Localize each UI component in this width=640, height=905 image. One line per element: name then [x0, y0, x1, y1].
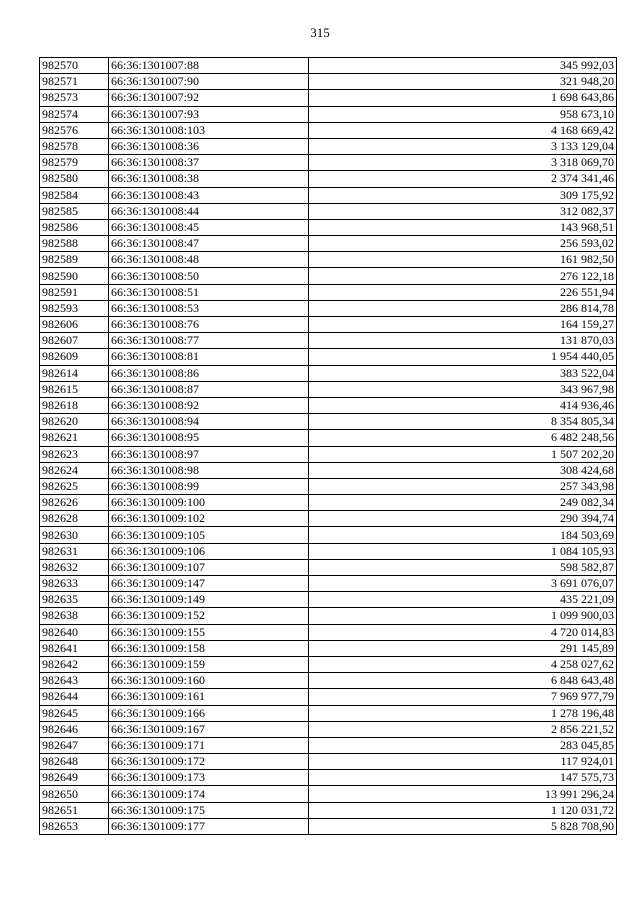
table-row [40, 770, 617, 786]
row-number-cell: 982653 [40, 818, 109, 834]
table-row [40, 478, 617, 494]
value-cell: 1 698 643,86 [309, 90, 617, 106]
row-number-cell: 982606 [40, 317, 109, 333]
row-number-cell: 982649 [40, 770, 109, 786]
table-row [40, 381, 617, 397]
table-row [40, 495, 617, 511]
table-row [40, 74, 617, 90]
table-row [40, 268, 617, 284]
cadastral-number-cell: 66:36:1301008:45 [109, 219, 309, 235]
row-number-cell: 982578 [40, 138, 109, 154]
value-cell: 4 258 027,62 [309, 656, 617, 672]
value-cell: 3 691 076,07 [309, 576, 617, 592]
value-cell: 2 374 341,46 [309, 171, 617, 187]
value-cell: 345 992,03 [309, 58, 617, 74]
value-cell: 286 814,78 [309, 300, 617, 316]
value-cell: 257 343,98 [309, 478, 617, 494]
value-cell: 598 582,87 [309, 559, 617, 575]
value-cell: 256 593,02 [309, 236, 617, 252]
cadastral-number-cell: 66:36:1301009:147 [109, 576, 309, 592]
row-number-cell: 982607 [40, 333, 109, 349]
table-row [40, 349, 617, 365]
cadastral-number-cell: 66:36:1301007:92 [109, 90, 309, 106]
table-row [40, 236, 617, 252]
row-number-cell: 982579 [40, 155, 109, 171]
value-cell: 291 145,89 [309, 640, 617, 656]
value-cell: 143 968,51 [309, 219, 617, 235]
value-cell: 164 159,27 [309, 317, 617, 333]
table-row [40, 333, 617, 349]
cadastral-number-cell: 66:36:1301008:94 [109, 414, 309, 430]
table-row [40, 592, 617, 608]
value-cell: 161 982,50 [309, 252, 617, 268]
table-row [40, 300, 617, 316]
cadastral-number-cell: 66:36:1301009:152 [109, 608, 309, 624]
cadastral-number-cell: 66:36:1301009:177 [109, 818, 309, 834]
value-cell: 958 673,10 [309, 106, 617, 122]
row-number-cell: 982647 [40, 737, 109, 753]
table-row [40, 511, 617, 527]
value-cell: 343 967,98 [309, 381, 617, 397]
value-cell: 117 924,01 [309, 754, 617, 770]
table-row [40, 737, 617, 753]
table-row [40, 252, 617, 268]
table-row [40, 171, 617, 187]
row-number-cell: 982633 [40, 576, 109, 592]
table-row [40, 187, 617, 203]
table-row [40, 786, 617, 802]
cadastral-number-cell: 66:36:1301008:98 [109, 462, 309, 478]
value-cell: 283 045,85 [309, 737, 617, 753]
cadastral-number-cell: 66:36:1301008:50 [109, 268, 309, 284]
table-row [40, 527, 617, 543]
cadastral-number-cell: 66:36:1301008:87 [109, 381, 309, 397]
table-row [40, 365, 617, 381]
value-cell: 3 318 069,70 [309, 155, 617, 171]
table-row [40, 430, 617, 446]
cadastral-number-cell: 66:36:1301008:81 [109, 349, 309, 365]
row-number-cell: 982630 [40, 527, 109, 543]
value-cell: 6 848 643,48 [309, 673, 617, 689]
value-cell: 7 969 977,79 [309, 689, 617, 705]
table-row [40, 673, 617, 689]
value-cell: 321 948,20 [309, 74, 617, 90]
cadastral-number-cell: 66:36:1301008:95 [109, 430, 309, 446]
cadastral-number-cell: 66:36:1301008:38 [109, 171, 309, 187]
cadastral-number-cell: 66:36:1301008:99 [109, 478, 309, 494]
value-cell: 4 720 014,83 [309, 624, 617, 640]
cadastral-number-cell: 66:36:1301007:93 [109, 106, 309, 122]
cadastral-number-cell: 66:36:1301009:161 [109, 689, 309, 705]
row-number-cell: 982624 [40, 462, 109, 478]
value-cell: 249 082,34 [309, 495, 617, 511]
cadastral-number-cell: 66:36:1301009:159 [109, 656, 309, 672]
row-number-cell: 982638 [40, 608, 109, 624]
value-cell: 309 175,92 [309, 187, 617, 203]
table-row [40, 689, 617, 705]
table-row [40, 818, 617, 834]
cadastral-number-cell: 66:36:1301009:174 [109, 786, 309, 802]
registry-table-body [40, 58, 617, 835]
table-row [40, 462, 617, 478]
cadastral-number-cell: 66:36:1301009:167 [109, 721, 309, 737]
row-number-cell: 982644 [40, 689, 109, 705]
cadastral-number-cell: 66:36:1301008:51 [109, 284, 309, 300]
row-number-cell: 982614 [40, 365, 109, 381]
cadastral-number-cell: 66:36:1301008:47 [109, 236, 309, 252]
row-number-cell: 982646 [40, 721, 109, 737]
cadastral-number-cell: 66:36:1301009:171 [109, 737, 309, 753]
row-number-cell: 982628 [40, 511, 109, 527]
cadastral-number-cell: 66:36:1301008:103 [109, 122, 309, 138]
value-cell: 383 522,04 [309, 365, 617, 381]
table-row [40, 656, 617, 672]
cadastral-number-cell: 66:36:1301009:107 [109, 559, 309, 575]
table-row [40, 624, 617, 640]
row-number-cell: 982640 [40, 624, 109, 640]
table-row [40, 576, 617, 592]
row-number-cell: 982650 [40, 786, 109, 802]
table-row [40, 155, 617, 171]
row-number-cell: 982589 [40, 252, 109, 268]
value-cell: 312 082,37 [309, 203, 617, 219]
value-cell: 290 394,74 [309, 511, 617, 527]
value-cell: 184 503,69 [309, 527, 617, 543]
value-cell: 226 551,94 [309, 284, 617, 300]
value-cell: 1 099 900,03 [309, 608, 617, 624]
value-cell: 414 936,46 [309, 397, 617, 413]
row-number-cell: 982645 [40, 705, 109, 721]
row-number-cell: 982571 [40, 74, 109, 90]
cadastral-number-cell: 66:36:1301008:36 [109, 138, 309, 154]
value-cell: 1 507 202,20 [309, 446, 617, 462]
table-row [40, 138, 617, 154]
cadastral-number-cell: 66:36:1301009:158 [109, 640, 309, 656]
table-row [40, 58, 617, 74]
value-cell: 147 575,73 [309, 770, 617, 786]
table-row [40, 284, 617, 300]
row-number-cell: 982643 [40, 673, 109, 689]
page-number: 315 [310, 25, 330, 40]
value-cell: 6 482 248,56 [309, 430, 617, 446]
table-row [40, 640, 617, 656]
row-number-cell: 982576 [40, 122, 109, 138]
row-number-cell: 982584 [40, 187, 109, 203]
row-number-cell: 982573 [40, 90, 109, 106]
value-cell: 4 168 669,42 [309, 122, 617, 138]
table-row [40, 559, 617, 575]
value-cell: 308 424,68 [309, 462, 617, 478]
table-row [40, 802, 617, 818]
table-row [40, 203, 617, 219]
row-number-cell: 982648 [40, 754, 109, 770]
table-row [40, 397, 617, 413]
cadastral-number-cell: 66:36:1301009:155 [109, 624, 309, 640]
value-cell: 8 354 805,34 [309, 414, 617, 430]
row-number-cell: 982580 [40, 171, 109, 187]
table-row [40, 317, 617, 333]
table-row [40, 608, 617, 624]
row-number-cell: 982593 [40, 300, 109, 316]
value-cell: 13 991 296,24 [309, 786, 617, 802]
row-number-cell: 982632 [40, 559, 109, 575]
table-row [40, 122, 617, 138]
value-cell: 1 954 440,05 [309, 349, 617, 365]
table-row [40, 219, 617, 235]
table-row [40, 106, 617, 122]
value-cell: 276 122,18 [309, 268, 617, 284]
cadastral-number-cell: 66:36:1301008:86 [109, 365, 309, 381]
row-number-cell: 982651 [40, 802, 109, 818]
row-number-cell: 982586 [40, 219, 109, 235]
registry-table [39, 57, 617, 835]
cadastral-number-cell: 66:36:1301009:172 [109, 754, 309, 770]
value-cell: 1 278 196,48 [309, 705, 617, 721]
table-row [40, 721, 617, 737]
table-row [40, 543, 617, 559]
cadastral-number-cell: 66:36:1301008:44 [109, 203, 309, 219]
cadastral-number-cell: 66:36:1301008:92 [109, 397, 309, 413]
value-cell: 5 828 708,90 [309, 818, 617, 834]
cadastral-number-cell: 66:36:1301009:106 [109, 543, 309, 559]
cadastral-number-cell: 66:36:1301008:43 [109, 187, 309, 203]
row-number-cell: 982570 [40, 58, 109, 74]
table-row [40, 90, 617, 106]
cadastral-number-cell: 66:36:1301009:102 [109, 511, 309, 527]
row-number-cell: 982635 [40, 592, 109, 608]
row-number-cell: 982615 [40, 381, 109, 397]
value-cell: 435 221,09 [309, 592, 617, 608]
value-cell: 2 856 221,52 [309, 721, 617, 737]
value-cell: 1 120 031,72 [309, 802, 617, 818]
cadastral-number-cell: 66:36:1301009:100 [109, 495, 309, 511]
cadastral-number-cell: 66:36:1301009:105 [109, 527, 309, 543]
cadastral-number-cell: 66:36:1301008:77 [109, 333, 309, 349]
row-number-cell: 982620 [40, 414, 109, 430]
value-cell: 131 870,03 [309, 333, 617, 349]
table-row [40, 414, 617, 430]
cadastral-number-cell: 66:36:1301009:175 [109, 802, 309, 818]
cadastral-number-cell: 66:36:1301007:88 [109, 58, 309, 74]
cadastral-number-cell: 66:36:1301009:160 [109, 673, 309, 689]
cadastral-number-cell: 66:36:1301008:76 [109, 317, 309, 333]
table-row [40, 754, 617, 770]
cadastral-number-cell: 66:36:1301008:97 [109, 446, 309, 462]
row-number-cell: 982609 [40, 349, 109, 365]
cadastral-number-cell: 66:36:1301007:90 [109, 74, 309, 90]
row-number-cell: 982631 [40, 543, 109, 559]
cadastral-number-cell: 66:36:1301009:166 [109, 705, 309, 721]
row-number-cell: 982591 [40, 284, 109, 300]
table-row [40, 446, 617, 462]
row-number-cell: 982641 [40, 640, 109, 656]
cadastral-number-cell: 66:36:1301008:53 [109, 300, 309, 316]
row-number-cell: 982618 [40, 397, 109, 413]
cadastral-number-cell: 66:36:1301008:48 [109, 252, 309, 268]
row-number-cell: 982574 [40, 106, 109, 122]
row-number-cell: 982590 [40, 268, 109, 284]
row-number-cell: 982621 [40, 430, 109, 446]
row-number-cell: 982588 [40, 236, 109, 252]
cadastral-number-cell: 66:36:1301009:149 [109, 592, 309, 608]
row-number-cell: 982585 [40, 203, 109, 219]
table-row [40, 705, 617, 721]
row-number-cell: 982623 [40, 446, 109, 462]
row-number-cell: 982626 [40, 495, 109, 511]
row-number-cell: 982642 [40, 656, 109, 672]
cadastral-number-cell: 66:36:1301008:37 [109, 155, 309, 171]
value-cell: 1 084 105,93 [309, 543, 617, 559]
value-cell: 3 133 129,04 [309, 138, 617, 154]
cadastral-number-cell: 66:36:1301009:173 [109, 770, 309, 786]
row-number-cell: 982625 [40, 478, 109, 494]
